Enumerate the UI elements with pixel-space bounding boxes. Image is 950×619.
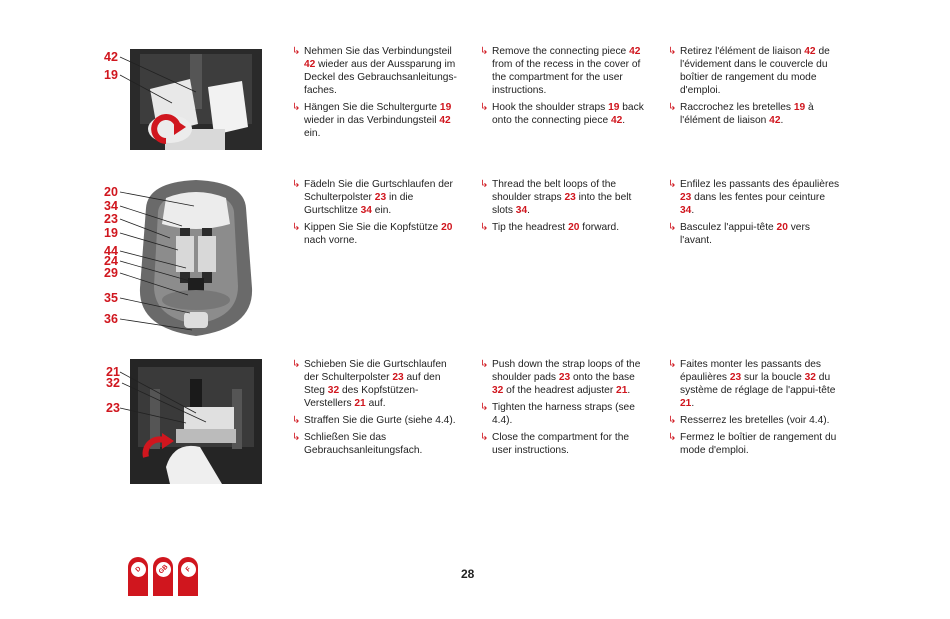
- instruction-text: back onto the connecting piece: [492, 102, 644, 126]
- instruction-item: [292, 431, 460, 457]
- instruction-text: in die Gurtschlitze: [304, 192, 414, 216]
- instruction-text: .: [627, 385, 631, 396]
- instruction-text: auf den Steg: [304, 372, 441, 396]
- arrow-bullet-icon: ↳: [480, 179, 489, 190]
- instruction-item: [292, 178, 460, 217]
- callout-label: 20: [104, 185, 118, 199]
- instruction-text: dans les fentes pour ceinture: [691, 192, 825, 203]
- instruction-text: Resserrez les bretelles (voir 4.4).: [680, 415, 830, 426]
- language-tab-label: F: [177, 559, 198, 580]
- instruction-text: Raccrochez les bretelles: [680, 102, 794, 113]
- instruction-text: des Kopfstützen-Verstellers: [304, 385, 419, 409]
- instruction-text: ein.: [304, 128, 321, 139]
- instruction-text: nach vorne.: [304, 235, 358, 246]
- part-number: 34: [680, 205, 692, 216]
- part-number: 19: [608, 102, 620, 113]
- instruction-item: [480, 401, 648, 427]
- instruction-text: Faites monter les passants des épaulières: [680, 359, 821, 383]
- callout-label: 29: [104, 266, 118, 280]
- callout-label: 24: [104, 254, 118, 268]
- part-number: 42: [804, 46, 816, 57]
- callout-label: 36: [104, 312, 118, 326]
- arrow-bullet-icon: ↳: [292, 432, 301, 443]
- arrow-bullet-icon: ↳: [292, 415, 301, 426]
- instruction-item: [292, 221, 460, 247]
- part-number: 42: [304, 59, 316, 70]
- instruction-item: [668, 178, 840, 217]
- text-fr-section-2: [668, 178, 840, 251]
- instruction-text: auf.: [365, 398, 386, 409]
- instruction-text: Kippen Sie Sie die Kopfstütze: [304, 222, 442, 233]
- instruction-text: Schieben Sie die Gurtschlaufen der Schulterpolster: [304, 359, 447, 383]
- instruction-item: [292, 414, 460, 427]
- instruction-text: .: [691, 398, 695, 409]
- instruction-item: [668, 101, 840, 127]
- instruction-text: Hook the shoulder straps: [492, 102, 609, 113]
- part-number: 19: [439, 102, 452, 113]
- arrow-bullet-icon: ↳: [668, 46, 677, 57]
- part-number: 42: [629, 46, 641, 57]
- photo-headrest-adjuster: [130, 359, 262, 484]
- instruction-text: du système de réglage de l'appui-tête: [680, 372, 836, 396]
- instruction-text: ein.: [371, 205, 392, 216]
- part-number: 23: [558, 372, 571, 383]
- instruction-item: [480, 45, 648, 97]
- language-tab-label: GB: [152, 559, 173, 580]
- part-number: 23: [680, 192, 692, 203]
- instruction-text: .: [622, 115, 626, 126]
- instruction-item: [668, 414, 840, 427]
- instruction-text: Basculez l'appui-tête: [680, 222, 777, 233]
- instruction-item: [292, 101, 460, 140]
- text-de-section-1: [292, 45, 460, 144]
- instruction-item: [668, 45, 840, 97]
- language-tab-gb[interactable]: [153, 557, 173, 596]
- instruction-text: de l'évidement dans le couvercle du boîtier de rangement du mode d'emploi.: [680, 46, 830, 96]
- instruction-item: [668, 358, 840, 410]
- text-en-section-1: [480, 45, 648, 131]
- callout-label: 44: [104, 244, 118, 258]
- instruction-text: .: [780, 115, 784, 126]
- callout-label: 21: [106, 365, 120, 379]
- instruction-text: à l'élément de liaison: [680, 102, 814, 126]
- part-number: 23: [564, 192, 576, 203]
- instruction-item: [292, 45, 460, 97]
- instruction-text: Fädeln Sie die Gurtschlaufen der Schulterpolster: [304, 179, 453, 203]
- part-number: 32: [492, 385, 504, 396]
- instruction-text: Nehmen Sie das Verbindungsteil: [304, 46, 452, 57]
- instruction-item: [480, 178, 648, 217]
- arrow-bullet-icon: ↳: [480, 102, 489, 113]
- text-fr-section-3: [668, 358, 840, 461]
- instruction-text: Tip the headrest: [492, 222, 569, 233]
- callout-label: 23: [106, 401, 120, 415]
- arrow-bullet-icon: ↳: [480, 46, 489, 57]
- instruction-text: wieder in das Verbindungsteil: [304, 115, 440, 126]
- instruction-text: Enfilez les passants des épaulières: [680, 179, 840, 190]
- arrow-bullet-icon: ↳: [480, 359, 489, 370]
- arrow-bullet-icon: ↳: [292, 102, 301, 113]
- part-number: 21: [354, 398, 366, 409]
- instruction-item: [480, 431, 648, 457]
- callout-label: 35: [104, 291, 118, 305]
- part-number: 23: [392, 372, 404, 383]
- arrow-bullet-icon: ↳: [668, 179, 677, 190]
- part-number: 34: [515, 205, 528, 216]
- text-fr-section-1: [668, 45, 840, 131]
- instruction-text: .: [527, 205, 530, 216]
- language-tab-f[interactable]: [178, 557, 198, 596]
- instruction-text: Schließen Sie das Gebrauchsanleitungsfach.: [304, 432, 423, 456]
- instruction-text: onto the base: [570, 372, 635, 383]
- part-number: 23: [729, 372, 742, 383]
- instruction-text: vers l'avant.: [680, 222, 810, 246]
- language-tab-label: D: [127, 559, 148, 580]
- arrow-bullet-icon: ↳: [668, 222, 677, 233]
- instruction-item: [480, 221, 648, 234]
- part-number: 21: [680, 398, 692, 409]
- arrow-bullet-icon: ↳: [292, 179, 301, 190]
- instruction-text: from of the recess in the cover of the compartment for the user instructions.: [492, 59, 641, 96]
- arrow-bullet-icon: ↳: [292, 46, 301, 57]
- instruction-text: Remove the connecting piece: [492, 46, 630, 57]
- part-number: 20: [568, 222, 580, 233]
- arrow-bullet-icon: ↳: [292, 359, 301, 370]
- callout-label: 19: [104, 226, 118, 240]
- arrow-bullet-icon: ↳: [668, 102, 677, 113]
- instruction-text: Tighten the harness straps (see 4.4).: [492, 402, 635, 426]
- part-number: 42: [769, 115, 781, 126]
- part-number: 42: [610, 115, 623, 126]
- text-de-section-3: [292, 358, 460, 461]
- callout-label: 42: [104, 50, 118, 64]
- instruction-item: [292, 358, 460, 410]
- instruction-text: of the headrest adjuster: [503, 385, 617, 396]
- instruction-item: [480, 101, 648, 127]
- part-number: 34: [360, 205, 372, 216]
- instruction-text: Fermez le boîtier de rangement du mode d'emploi.: [680, 432, 837, 456]
- text-en-section-3: [480, 358, 648, 461]
- instruction-text: sur la boucle: [741, 372, 805, 383]
- arrow-bullet-icon: ↳: [480, 222, 489, 233]
- instruction-text: into the belt slots: [492, 192, 632, 216]
- part-number: 21: [616, 385, 628, 396]
- instruction-text: Retirez l'élément de liaison: [680, 46, 805, 57]
- part-number: 20: [776, 222, 788, 233]
- callout-label: 19: [104, 68, 118, 82]
- callout-label: 23: [104, 212, 118, 226]
- arrow-bullet-icon: ↳: [668, 359, 677, 370]
- instruction-text: Thread the belt loops of the shoulder straps: [492, 179, 617, 203]
- instruction-item: [668, 221, 840, 247]
- photo-connecting-piece: [130, 49, 262, 150]
- language-tab-d[interactable]: [128, 557, 148, 596]
- arrow-bullet-icon: ↳: [292, 222, 301, 233]
- instruction-item: [668, 431, 840, 457]
- arrow-bullet-icon: ↳: [668, 415, 677, 426]
- arrow-bullet-icon: ↳: [480, 402, 489, 413]
- part-number: 42: [439, 115, 451, 126]
- page-number: 28: [461, 567, 475, 581]
- instruction-text: .: [691, 205, 695, 216]
- callout-label: 34: [104, 199, 118, 213]
- text-de-section-2: [292, 178, 460, 251]
- part-number: 23: [374, 192, 387, 203]
- instruction-text: Push down the strap loops of the shoulder pads: [492, 359, 641, 383]
- text-en-section-2: [480, 178, 648, 238]
- instruction-text: forward.: [579, 222, 620, 233]
- part-number: 19: [793, 102, 806, 113]
- instruction-text: wieder aus der Aussparung im Deckel des Gebrauchsanleitungsfaches.: [304, 59, 457, 96]
- part-number: 32: [327, 385, 340, 396]
- instruction-text: Hängen Sie die Schultergurte: [304, 102, 440, 113]
- arrow-bullet-icon: ↳: [668, 432, 677, 443]
- callout-label: 32: [106, 376, 120, 390]
- arrow-bullet-icon: ↳: [480, 432, 489, 443]
- part-number: 20: [441, 222, 453, 233]
- part-number: 32: [804, 372, 816, 383]
- instruction-text: Straffen Sie die Gurte (siehe 4.4).: [304, 415, 456, 426]
- instruction-item: [480, 358, 648, 397]
- photo-car-seat: [130, 178, 262, 337]
- instruction-text: Close the compartment for the user instructions.: [492, 432, 630, 456]
